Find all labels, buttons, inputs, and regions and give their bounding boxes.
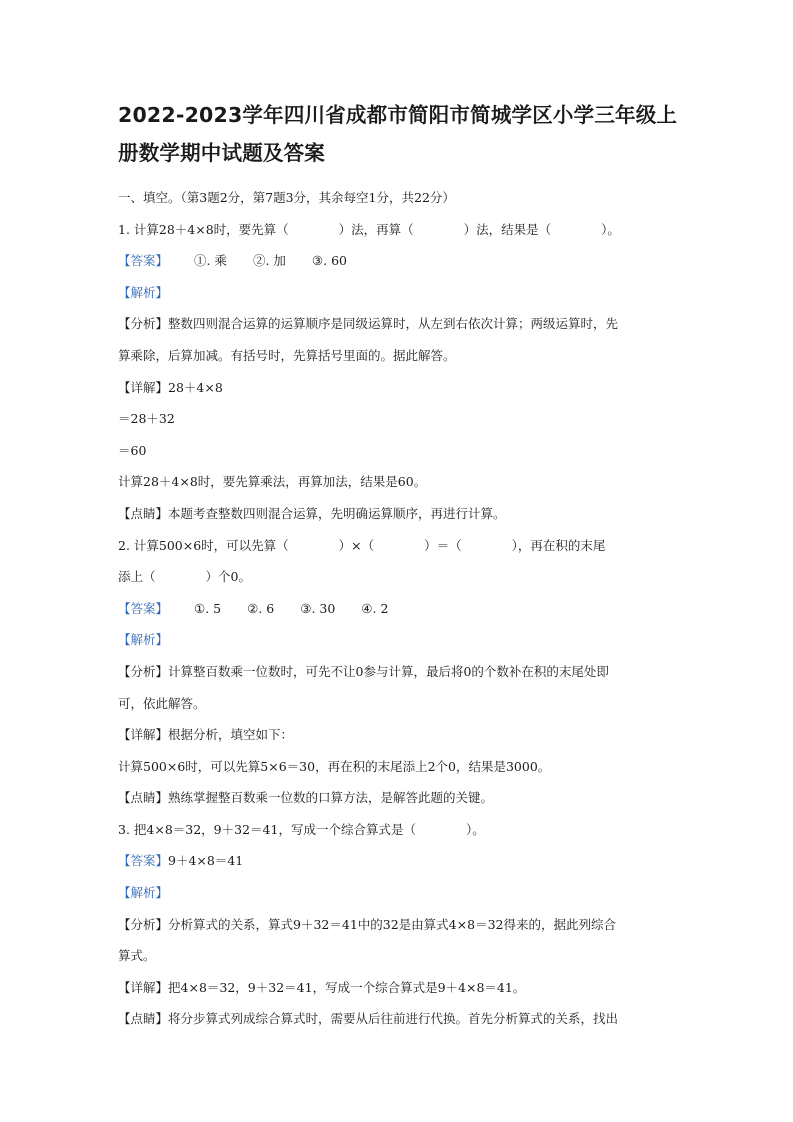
answer-item: ①. 乘 (194, 253, 227, 269)
q3-fenxi-line-1 (118, 909, 684, 941)
q1-stem: 1. 计算28＋4×8时，要先算（ ）法，再算（ ）法，结果是（ ）。 (118, 221, 620, 237)
q2-xiangjie-line-1 (118, 719, 684, 751)
title-line-1: 2022-2023学年四川省成都市简阳市简城学区小学三年级上 (118, 103, 678, 127)
q2-fenxi-line-2: 可，依此解答。 (118, 695, 206, 711)
q1-fenxi-line-2: 算乘除，后算加减。有括号时，先算括号里面的。据此解答。 (118, 347, 456, 363)
xiangjie-text: 根据分析，填空如下： (168, 727, 294, 743)
q3-stem: 3. 把4×8＝32，9＋32＝41，写成一个综合算式是（ ）。 (118, 821, 485, 837)
q1-xiangjie-line-2: ＝28＋32 (118, 411, 175, 427)
answer-item: ②. 加 (252, 253, 286, 269)
dianjing-tag: 【点睛】 (118, 505, 169, 521)
answer-item: ④. 2 (361, 600, 389, 616)
answer-item: ②. 6 (247, 600, 275, 616)
answer-tag: 【答案】 (118, 253, 169, 269)
q1-fenxi-line-1 (118, 308, 684, 340)
dianjing-tag: 【点睛】 (118, 1011, 169, 1027)
q2-answer-row (118, 593, 684, 625)
q1-answer-row (118, 245, 684, 277)
q3-fenxi-line-2: 算式。 (118, 948, 156, 964)
q3-answer-row (118, 845, 684, 877)
document-page (118, 96, 684, 1035)
q3-analysis-row (118, 877, 684, 909)
q2-stem-line-1: 2. 计算500×6时，可以先算（ ）×（ ）＝（ ），再在积的末尾 (118, 537, 606, 553)
xiangjie-tag: 【详解】 (118, 727, 169, 743)
q1-analysis-row (118, 277, 684, 309)
document-title (118, 96, 684, 172)
q1-xiangjie-line-4: 计算28＋4×8时，要先算乘法，再算加法，结果是60。 (118, 474, 427, 490)
q2-fenxi-line-1 (118, 656, 684, 688)
analysis-tag: 【解析】 (118, 284, 169, 300)
answer-tag: 【答案】 (118, 600, 169, 616)
title-line-2: 册数学期中试题及答案 (118, 141, 325, 165)
fenxi-tag: 【分析】 (118, 916, 169, 932)
q1-dianjing (118, 498, 684, 530)
dianjing-text: 将分步算式列成综合算式时，需要从后往前进行代换。首先分析算式的关系，找出 (168, 1011, 619, 1027)
fenxi-tag: 【分析】 (118, 316, 169, 332)
q2-dianjing (118, 782, 684, 814)
analysis-tag: 【解析】 (118, 885, 169, 901)
q1-xiangjie-line-1 (118, 372, 684, 404)
xiangjie-tag: 【详解】 (118, 979, 169, 995)
fenxi-tag: 【分析】 (118, 663, 169, 679)
answer-item: ③. 30 (300, 600, 336, 616)
q2-stem-line-2: 添上（ ）个0。 (118, 569, 251, 585)
fenxi-text: 分析算式的关系，算式9＋32＝41中的32是由算式4×8＝32得来的，据此列综合 (168, 916, 616, 932)
xiangjie-text: 28＋4×8 (168, 379, 223, 395)
answer-item: ③. 60 (311, 253, 347, 269)
fenxi-text: 整数四则混合运算的运算顺序是同级运算时，从左到右依次计算；两级运算时，先 (168, 316, 619, 332)
answer-item: ①. 5 (194, 600, 222, 616)
q3-xiangjie (118, 972, 684, 1004)
fenxi-text: 计算整百数乘一位数时，可先不让0参与计算，最后将0的个数补在积的末尾处即 (168, 663, 609, 679)
xiangjie-tag: 【详解】 (118, 379, 169, 395)
q2-xiangjie-line-2: 计算500×6时，可以先算5×6＝30，再在积的末尾添上2个0，结果是3000。 (118, 758, 551, 774)
dianjing-text: 本题考查整数四则混合运算，先明确运算顺序，再进行计算。 (168, 505, 506, 521)
section-heading: 一、填空。（第3题2分，第7题3分，其余每空1分，共22分） (118, 190, 455, 205)
answer-text: 9＋4×8＝41 (168, 853, 244, 869)
answer-tag: 【答案】 (118, 853, 169, 869)
xiangjie-text: 把4×8＝32，9＋32＝41，写成一个综合算式是9＋4×8＝41。 (168, 979, 526, 995)
dianjing-text: 熟练掌握整百数乘一位数的口算方法，是解答此题的关键。 (168, 790, 494, 806)
dianjing-tag: 【点睛】 (118, 790, 169, 806)
q3-dianjing (118, 1003, 684, 1035)
analysis-tag: 【解析】 (118, 632, 169, 648)
q1-xiangjie-line-3: ＝60 (118, 442, 147, 458)
q2-analysis-row (118, 624, 684, 656)
